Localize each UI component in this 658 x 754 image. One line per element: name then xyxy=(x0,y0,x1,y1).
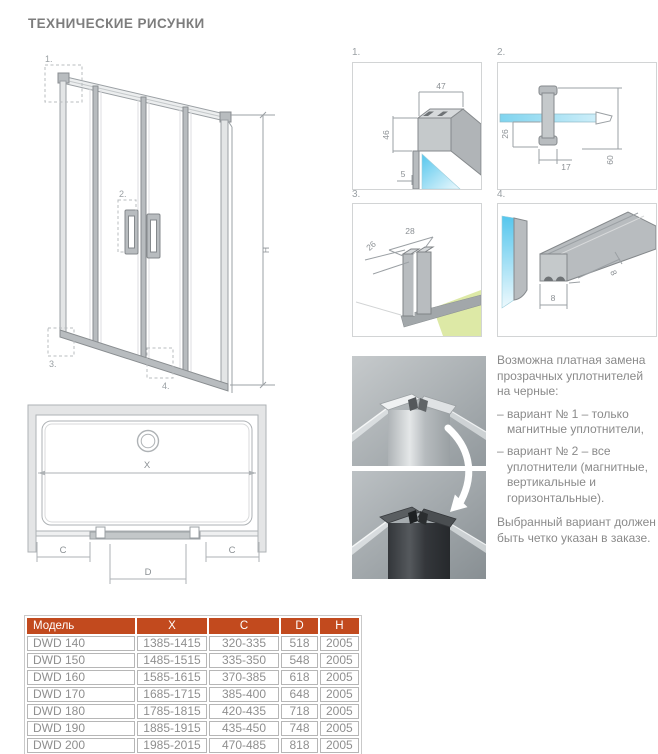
detail-4-drawing xyxy=(498,204,656,336)
cell-x: 1685-1715 xyxy=(137,687,207,702)
cell-x: 1985-2015 xyxy=(137,738,207,753)
cell-model: DWD 160 xyxy=(27,670,135,685)
panel-profiles xyxy=(93,86,188,376)
detail-box-4 xyxy=(497,203,657,337)
bottom-rail-profile xyxy=(540,212,656,281)
detail-3-label: 3. xyxy=(352,189,361,200)
table-row xyxy=(27,704,359,719)
dim-60-label: 60 xyxy=(605,155,615,165)
drain xyxy=(138,431,159,452)
replacement-arrow-icon xyxy=(434,422,486,518)
cell-x: 1585-1615 xyxy=(137,670,207,685)
cell-h: 2005 xyxy=(320,670,359,685)
detail-box-3 xyxy=(352,203,482,337)
cell-c: 435-450 xyxy=(209,721,279,736)
detail-3-drawing xyxy=(353,204,481,336)
column-header-c: C xyxy=(209,618,279,634)
cell-d: 548 xyxy=(281,653,318,668)
detail-1-drawing xyxy=(353,63,481,189)
c-dimension-left-label: C xyxy=(59,545,67,556)
dim-8-bottom-label: 8 xyxy=(550,293,556,303)
seal-replacement-note xyxy=(497,353,658,554)
table-row xyxy=(27,670,359,685)
detail-box-2 xyxy=(497,62,657,190)
table-header-row xyxy=(27,618,359,634)
dim-17-label: 17 xyxy=(561,162,571,172)
cell-c: 335-350 xyxy=(209,653,279,668)
cell-model: DWD 180 xyxy=(27,704,135,719)
height-dimension-label: H xyxy=(261,246,271,254)
dim-28-label: 28 xyxy=(405,226,415,236)
detail-4-label: 4. xyxy=(497,189,506,200)
elevation-drawing xyxy=(35,52,280,397)
cell-h: 2005 xyxy=(320,636,359,651)
page-title: ТЕХНИЧЕСКИЕ РИСУНКИ xyxy=(28,16,205,31)
cell-x: 1485-1515 xyxy=(137,653,207,668)
glass-edge-profile xyxy=(413,151,419,189)
note-option-1: – вариант № 1 – только магнитные уплотнители, xyxy=(497,406,644,437)
cell-h: 2005 xyxy=(320,704,359,719)
cell-model: DWD 150 xyxy=(27,653,135,668)
cell-c: 370-385 xyxy=(209,670,279,685)
cell-model: DWD 170 xyxy=(27,687,135,702)
callout-3-label: 3. xyxy=(49,359,57,369)
detail-2-drawing xyxy=(498,63,656,189)
cell-x: 1385-1415 xyxy=(137,636,207,651)
cell-d: 748 xyxy=(281,721,318,736)
cell-c: 420-435 xyxy=(209,704,279,719)
glass-panel xyxy=(502,216,514,308)
magnetic-seal-tip xyxy=(596,112,612,124)
c-dimension-right-label: C xyxy=(228,545,236,556)
x-dimension-label: X xyxy=(143,460,151,471)
cell-d: 648 xyxy=(281,687,318,702)
d-dimension-label: D xyxy=(144,567,152,578)
cell-x: 1785-1815 xyxy=(137,704,207,719)
handle-profile xyxy=(539,86,557,145)
cell-h: 2005 xyxy=(320,653,359,668)
cell-d: 718 xyxy=(281,704,318,719)
dim-26-label: 26 xyxy=(500,129,510,139)
cell-h: 2005 xyxy=(320,738,359,753)
cell-h: 2005 xyxy=(320,687,359,702)
table-row xyxy=(27,738,359,753)
column-header-model: Модель xyxy=(27,618,135,634)
glass-panel xyxy=(422,154,460,189)
cell-c: 385-400 xyxy=(209,687,279,702)
table-row xyxy=(27,687,359,702)
note-footer: Выбранный вариант должен быть четко указан в заказе. xyxy=(497,515,656,545)
plan-view-drawing xyxy=(16,398,278,610)
size-table xyxy=(24,615,362,754)
dimension-lines xyxy=(513,88,622,164)
cell-c: 470-485 xyxy=(209,738,279,753)
cell-model: DWD 140 xyxy=(27,636,135,651)
table-row xyxy=(27,653,359,668)
guide-profiles xyxy=(403,247,433,316)
column-header-x: X xyxy=(137,618,207,634)
column-header-d: D xyxy=(281,618,318,634)
note-option-2: – вариант № 2 – все уплотнители (магнитные, вертикальные и горизонтальные). xyxy=(497,443,648,505)
cell-d: 818 xyxy=(281,738,318,753)
cell-model: DWD 190 xyxy=(27,721,135,736)
detail-box-1 xyxy=(352,62,482,190)
glass-edge-profile xyxy=(514,218,527,300)
d-dimension xyxy=(110,544,186,584)
cell-model: DWD 200 xyxy=(27,738,135,753)
dim-46-label: 46 xyxy=(381,130,391,140)
table-row xyxy=(27,636,359,651)
callout-1-label: 1. xyxy=(45,54,53,64)
cell-x: 1885-1915 xyxy=(137,721,207,736)
cell-d: 618 xyxy=(281,670,318,685)
dim-47-label: 47 xyxy=(436,81,446,91)
callout-2-label: 2. xyxy=(119,189,127,199)
note-intro: Возможна платная замена прозрачных уплотнителей на черные: xyxy=(497,353,646,399)
dim-8-side-label: 8 xyxy=(608,268,620,277)
cell-d: 518 xyxy=(281,636,318,651)
callout-4-label: 4. xyxy=(162,381,170,391)
dim-26-label: 26 xyxy=(364,238,378,253)
table-row xyxy=(27,721,359,736)
cell-c: 320-335 xyxy=(209,636,279,651)
dim-5-label: 5 xyxy=(400,169,406,179)
column-header-h: H xyxy=(320,618,359,634)
cell-h: 2005 xyxy=(320,721,359,736)
detail-2-label: 2. xyxy=(497,47,506,58)
detail-1-label: 1. xyxy=(352,47,361,58)
